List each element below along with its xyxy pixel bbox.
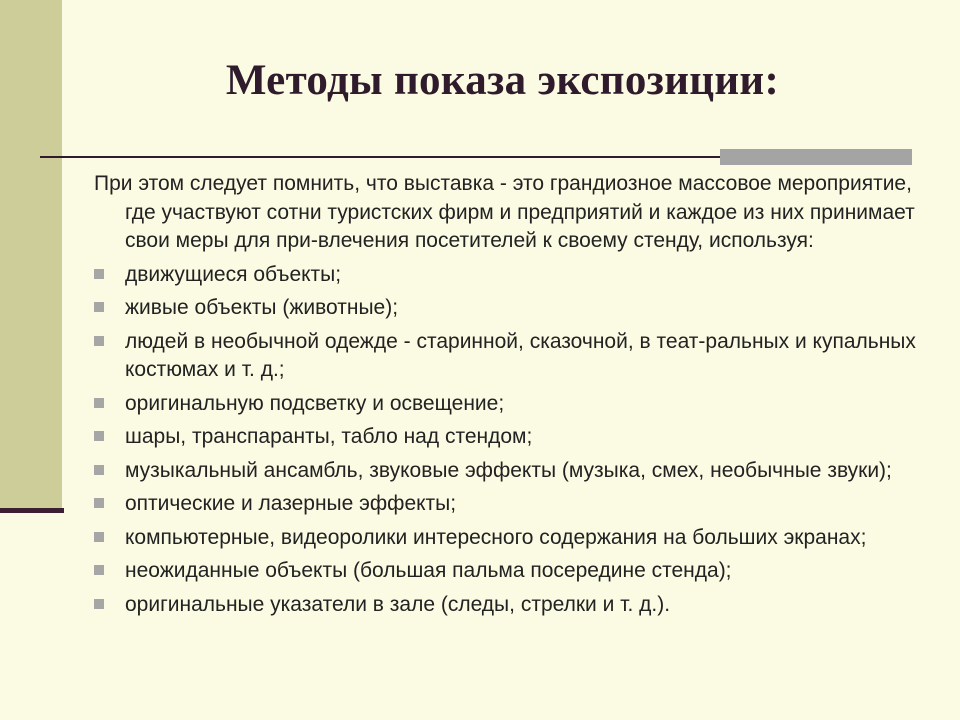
list-item — [94, 457, 924, 486]
title-divider-accent — [720, 149, 912, 165]
list-item-text: оригинальные указатели в зале (следы, стрелки и т. д.). — [125, 592, 671, 616]
square-bullet-icon — [94, 565, 104, 575]
square-bullet-icon — [94, 498, 104, 508]
list-item — [94, 294, 924, 323]
side-decor-line — [0, 508, 64, 513]
list-item-text: движущиеся объекты; — [125, 262, 342, 286]
list-item — [94, 524, 924, 553]
list-item-text: людей в необычной одежде - старинной, сказочной, в теат-ральных и купальных костюмах и т. д.; — [125, 329, 916, 381]
square-bullet-icon — [94, 431, 104, 441]
square-bullet-icon — [94, 532, 104, 542]
list-item-text: шары, транспаранты, табло над стендом; — [125, 425, 533, 448]
list-item-text: живые объекты (животные); — [125, 296, 399, 319]
square-bullet-icon — [94, 302, 104, 312]
list-item — [94, 423, 924, 452]
slide-title: Методы показа экспозиции: — [225, 57, 780, 104]
bullet-list — [94, 261, 924, 620]
square-bullet-icon — [94, 465, 104, 475]
intro-paragraph: При этом следует помнить, что выставка - это грандиозное массовое мероприятие, где участвуют сотни туристских фирм и предприятий и каждое из них принимает свои меры для при-влечения посетителей к своему стенду, используя: — [94, 172, 915, 252]
square-bullet-icon — [94, 398, 104, 408]
slide-content — [94, 167, 924, 624]
list-item-text: оптические и лазерные эффекты; — [125, 492, 457, 515]
list-item — [94, 261, 924, 290]
list-item — [94, 557, 924, 586]
square-bullet-icon — [94, 269, 104, 279]
square-bullet-icon — [94, 599, 104, 609]
list-item — [94, 490, 924, 519]
square-bullet-icon — [94, 336, 104, 346]
list-item-text: компьютерные, видеоролики интересного содержания на больших экранах; — [125, 525, 867, 549]
list-item — [94, 591, 924, 620]
list-item — [94, 328, 924, 385]
list-item-text: оригинальную подсветку и освещение; — [125, 391, 505, 415]
list-item — [94, 390, 924, 419]
list-item-text: неожиданные объекты (большая пальма посередине стенда); — [125, 559, 732, 582]
list-item-text: музыкальный ансамбль, звуковые эффекты (музыка, смех, необычные звуки); — [125, 458, 892, 482]
